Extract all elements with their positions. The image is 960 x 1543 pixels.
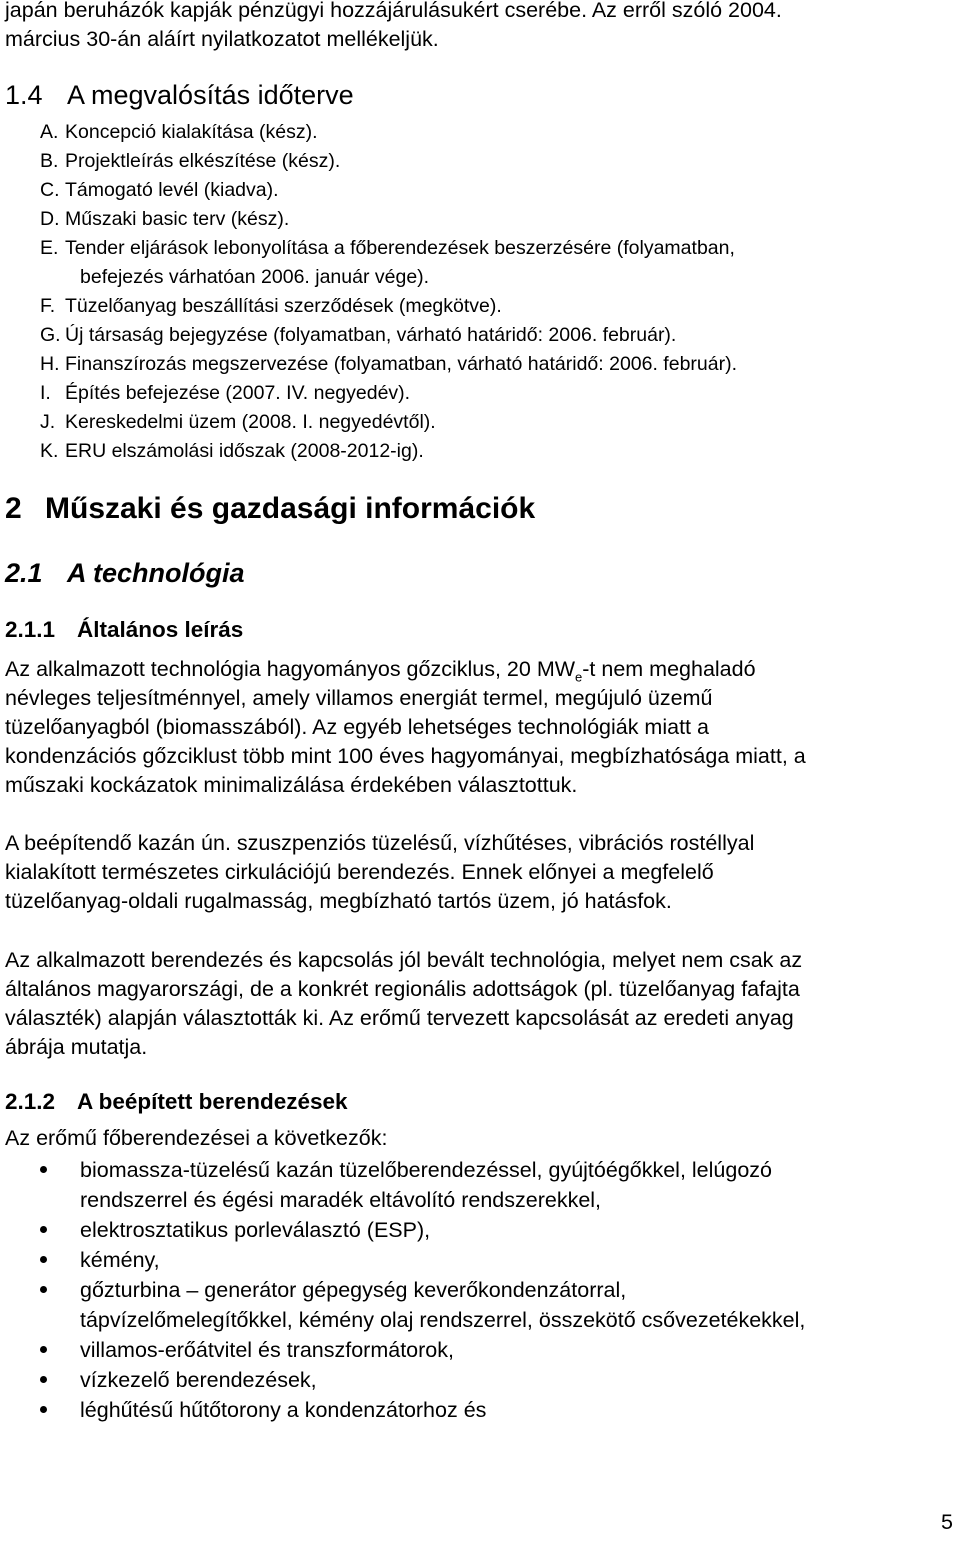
paragraph-line: kialakított természetes cirkulációjú berendezés. Ennek előnyei a megfelelő xyxy=(5,860,714,884)
schedule-item-d: D. Műszaki basic terv (kész). xyxy=(40,208,290,230)
schedule-item-c: C. Támogató levél (kiadva). xyxy=(40,179,279,201)
equipment-intro: Az erőmű főberendezései a következők: xyxy=(5,1126,388,1150)
intro-line-2: március 30-án aláírt nyilatkozatot mellékeljük. xyxy=(5,27,439,51)
section-number: 1.4 xyxy=(5,80,43,110)
section-title: A megvalósítás időterve xyxy=(67,80,354,110)
list-item: villamos-erőátvitel és transzformátorok, xyxy=(40,1335,805,1365)
list-item: biomassza-tüzelésű kazán tüzelőberendezéssel, gyújtóégőkkel, lelúgozó rendszerrel és égési maradék eltávolító rendszerekkel, xyxy=(40,1155,805,1215)
schedule-item-f: F. Tüzelőanyag beszállítási szerződések (megkötve). xyxy=(40,295,502,317)
list-item: elektrosztatikus porleválasztó (ESP), xyxy=(40,1215,805,1245)
schedule-item-i: I. Építés befejezése (2007. IV. negyedév). xyxy=(40,382,411,404)
paragraph-line: műszaki kockázatok minimalizálása érdekében választottuk. xyxy=(5,773,578,797)
section-heading-2-1-2 xyxy=(5,1089,348,1115)
equipment-list xyxy=(40,1155,805,1425)
paragraph-line: A beépítendő kazán ún. szuszpenziós tüzelésű, vízhűtéses, vibrációs rostéllyal xyxy=(5,831,755,855)
section-title: Műszaki és gazdasági információk xyxy=(45,492,536,525)
schedule-item-b: B. Projektleírás elkészítése (kész). xyxy=(40,150,341,172)
bullet-icon xyxy=(40,1346,47,1353)
list-item: vízkezelő berendezések, xyxy=(40,1365,805,1395)
list-item: léghűtésű hűtőtorony a kondenzátorhoz és xyxy=(40,1395,805,1425)
page-number: 5 xyxy=(941,1510,953,1534)
section-title: Általános leírás xyxy=(77,617,244,642)
bullet-icon xyxy=(40,1286,47,1293)
schedule-item-h: H. Finanszírozás megszervezése (folyamatban, várható határidő: 2006. február). xyxy=(40,353,738,375)
section-number: 2.1.2 xyxy=(5,1089,56,1114)
paragraph-line: névleges teljesítménnyel, amely villamos energiát termel, megújuló üzemű xyxy=(5,686,713,710)
section-number: 2 xyxy=(5,492,22,525)
paragraph-line: választék) alapján választották ki. Az erőmű tervezett kapcsolását az eredeti anyag xyxy=(5,1006,794,1030)
paragraph-line: általános magyarországi, de a konkrét regionális adottságok (pl. tüzelőanyag fafajta xyxy=(5,977,800,1001)
section-heading-2 xyxy=(5,492,535,526)
section-heading-2-1 xyxy=(5,558,245,589)
section-heading-2-1-1 xyxy=(5,617,243,643)
paragraph-line: tüzelőanyag-oldali rugalmasság, megbízható tartós üzem, jó hatásfok. xyxy=(5,889,672,913)
schedule-item-j: J. Kereskedelmi üzem (2008. I. negyedévtől). xyxy=(40,411,436,433)
schedule-item-e: E. Tender eljárások lebonyolítása a főberendezések beszerzésére (folyamatban, xyxy=(40,237,735,259)
schedule-item-k: K. ERU elszámolási időszak (2008-2012-ig). xyxy=(40,440,424,462)
section-number: 2.1.1 xyxy=(5,617,56,642)
paragraph-line: Az alkalmazott berendezés és kapcsolás jól bevált technológia, melyet nem csak az xyxy=(5,948,803,972)
intro-line-1: japán beruházók kapják pénzügyi hozzájárulásukért cserébe. Az erről szóló 2004. xyxy=(5,0,782,22)
schedule-item-a: A. Koncepció kialakítása (kész). xyxy=(40,121,318,143)
section-heading-1-4 xyxy=(5,80,354,111)
schedule-item-g: G. Új társaság bejegyzése (folyamatban, várható határidő: 2006. február). xyxy=(40,324,677,346)
paragraph-line: ábrája mutatja. xyxy=(5,1035,148,1059)
bullet-icon xyxy=(40,1376,47,1383)
paragraph-line: kondenzációs gőzciklust több mint 100 éves hagyományai, megbízhatósága miatt, a xyxy=(5,744,806,768)
section-title: A technológia xyxy=(67,558,245,588)
bullet-icon xyxy=(40,1256,47,1263)
paragraph-line: tüzelőanyagból (biomasszából). Az egyéb lehetséges technológiák miatt a xyxy=(5,715,709,739)
list-item: kémény, xyxy=(40,1245,805,1275)
bullet-icon xyxy=(40,1226,47,1233)
section-title: A beépített berendezések xyxy=(77,1089,348,1114)
section-number: 2.1 xyxy=(5,558,43,588)
schedule-item-e-continuation: befejezés várhatóan 2006. január vége). xyxy=(80,266,430,288)
paragraph-line: Az alkalmazott technológia hagyományos gőzciklus, 20 $MW_e-t$ nem meghaladó xyxy=(5,657,756,685)
bullet-icon xyxy=(40,1406,47,1413)
list-item: gőzturbina – generátor gépegység keverőkondenzátorral, tápvízelőmelegítőkkel, kémény olaj rendszerrel, összekötő csővezetékekkel, xyxy=(40,1275,805,1335)
bullet-icon xyxy=(40,1166,47,1173)
